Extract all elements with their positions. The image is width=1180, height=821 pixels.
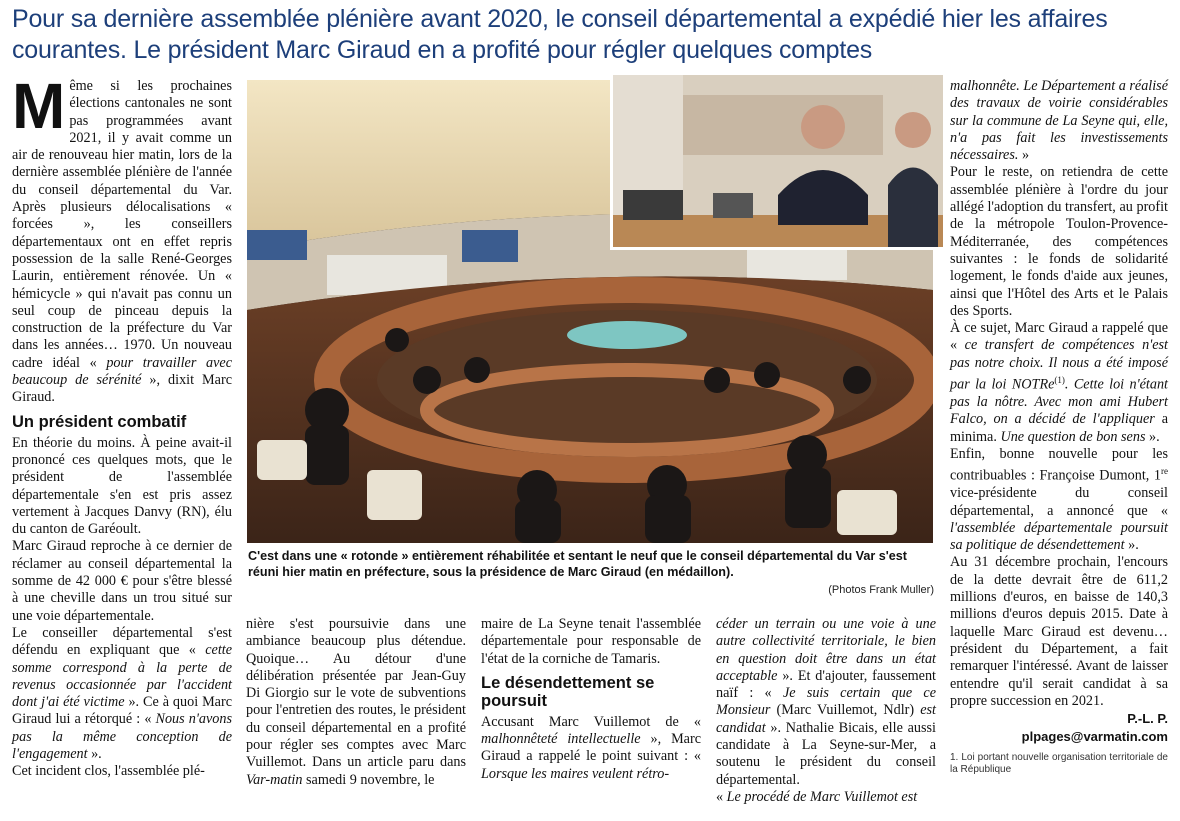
paragraph: En théorie du moins. À peine avait-il prononcé ces quelques mots, que le président de l'assemblée départementale s'en est pris assez vertement à Jacques Danvy (RN), élu du canton de Garéoult. (12, 434, 232, 538)
column-4 (716, 616, 936, 806)
paragraph: Le conseiller départemental s'est défendu en expliquant que « cette somme correspond à la perte de revenus occasionnée par l'accident dont j'ai été victime ». Ce à quoi Marc Giraud lui a rétorqué : « Nous n'avons pas la même conception de l'engagement ». (12, 624, 232, 762)
paragraph: nière s'est poursuivie dans une ambiance beaucoup plus détendue. Quoique… Au détour d'une délibération présentée par Jean-Guy Di Giorgio sur le vote de subventions pour l'entretien des routes, le président du conseil départemental en a profité pour régler ses comptes avec Marc Vuillemot. Dans un article paru dans Var-matin samedi 9 novembre, le (246, 616, 466, 788)
paragraph: Enfin, bonne nouvelle pour les contribuables : Françoise Dumont, 1re vice-présidente du conseil départemental, a annoncé que « l'assemblée départementale poursuit sa politique de désendettement ». (950, 445, 1168, 554)
paragraph: Accusant Marc Vuillemot de « malhonnêteté intellectuelle », Marc Giraud a rappelé le point suivant : « Lorsque les maires veulent rétro- (481, 713, 701, 782)
photo-caption: C'est dans une « rotonde » entièrement réhabilitée et sentant le neuf que le conseil départemental du Var s'est réuni hier matin en préfecture, sous la présidence de Marc Giraud (en médaillon). (248, 549, 907, 579)
column-5 (950, 78, 1168, 776)
paragraph: malhonnête. Le Département a réalisé des travaux de voirie considérables sur la commune de La Seyne qui, elle, n'a pas fait les investissements nécessaires. » (950, 78, 1168, 164)
medallion-photo (610, 72, 946, 250)
photo-credit: (Photos Frank Muller) (828, 584, 934, 596)
subheading-debt: Le désendettement se poursuit (481, 673, 655, 710)
column-1 (12, 70, 233, 781)
author-email[interactable]: plpages@varmatin.com (1021, 729, 1168, 745)
drop-cap: M (12, 70, 66, 142)
column-2 (246, 616, 466, 789)
paragraph: Cet incident clos, l'assemblée plé- (12, 763, 205, 780)
lead-paragraph: Même si les prochaines élections cantonales ne sont pas programmées avant 2021, il y avait comme un air de renouveau hier matin, lors de la dernière assemblée plénière de l'année du conseil départemental du Var. Après plusieurs délocalisations « forcées », les conseillers départementaux ont en effet repris possession de la salle René-Georges Laurin, entièrement rénovée. Un « hémicycle » qui n'avait pas connu un seul coup de pinceau depuis la construction de la préfecture du Var dans les années… 1970. Un nouveau cadre idéal « pour travailler avec beaucoup de sérénité », dixit Marc Giraud. (12, 70, 233, 406)
paragraph: « Le procédé de Marc Vuillemot est (716, 788, 918, 805)
footnote: 1. Loi portant nouvelle organisation territoriale de la République (950, 752, 1168, 776)
subheading-president: Un président combatif (12, 412, 187, 431)
paragraph: céder un terrain ou une voie à une autre collectivité territoriale, le bien en question doit être dans un état acceptable ». Et d'ajouter, faussement naïf : « Je suis certain que ce Monsieur (Marc Vuillemot, Ndlr) est candidat ». Nathalie Bicais, elle aussi candidate à La Seyne-sur-Mer, a soutenu le président du conseil départemental. (716, 616, 936, 788)
paragraph: Pour le reste, on retiendra de cette assemblée plénière à l'ordre du jour allégé l'adoption du transfert, au profit de la métropole Toulon-Provence-Méditerranée, des compétences suivantes : le fonds de solidarité logement, le fonds d'aide aux jeunes, ainsi que l'Hôtel des Arts et le Palais des Sports. (950, 164, 1168, 319)
marc-giraud-portrait (613, 75, 943, 247)
column-3 (481, 616, 701, 783)
paragraph: À ce sujet, Marc Giraud a rappelé que « ce transfert de compétences n'est pas notre choix. Il nous a été imposé par la loi NOTRe$^{(1)}$. Cette loi n'étant pas la nôtre. Avec mon ami Hubert Falco, on a décidé de l'appliquer a minima. Une question de bon sens ». (950, 320, 1169, 445)
author-signature: P.-L. P. (1127, 711, 1168, 727)
paragraph: maire de La Seyne tenait l'assemblée départementale pour responsable de l'état de la corniche de Tamaris. (481, 616, 701, 667)
paragraph: Au 31 décembre prochain, l'encours de la dette devrait être de 611,2 millions d'euros, en baisse de 140,3 millions d'euros depuis 2015. Date à laquelle Marc Giraud est devenu… président du Département, a fait remarquer l'intéressé. Avant de laisser entendre qu'il serait candidat à sa propre succession en 2021. (950, 554, 1168, 709)
headline: Pour sa dernière assemblée plénière avant 2020, le conseil départemental a expédié hier les affaires courantes. Le président Marc Giraud en a profité pour régler quelques comptes (12, 5, 1108, 64)
paragraph: Marc Giraud reproche à ce dernier de réclamer au conseil départemental la somme de 42 000 € pour s'être blessé à une cheville dans un trou situé sur une voie départementale. (12, 538, 232, 624)
